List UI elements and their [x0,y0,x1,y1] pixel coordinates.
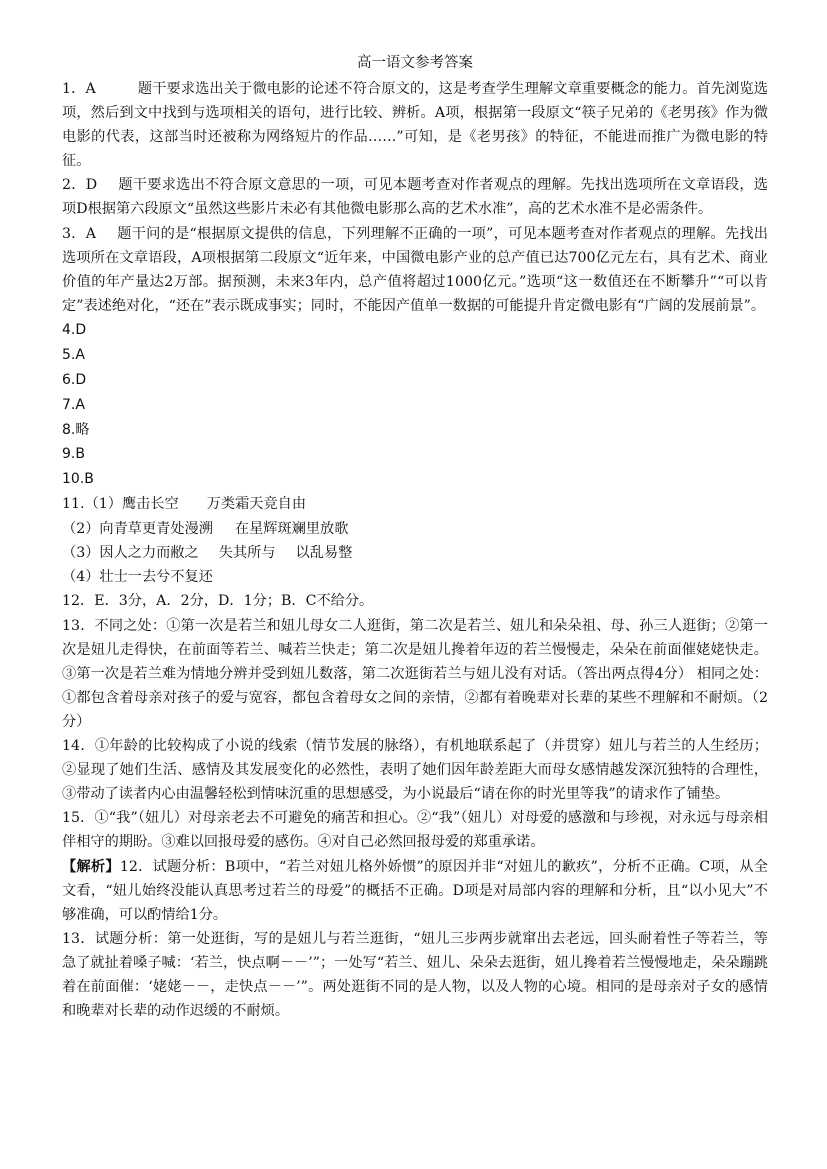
answer-11-line-1-part-b: 万类霜天竞自由 [206,496,307,513]
answer-11-line-1-part-a: 鹰击长空 [121,496,179,513]
answer-11-line-3 [62,541,768,565]
analysis-13: 13．试题分析：第一处逛街，写的是妞儿与若兰逛街，“妞儿三步两步就窜出去老远，回头耐着性子等若兰，等急了就扯着嗓子喊：‘若兰，快点啊－－’”；一处写“若兰、妞儿、朵朵去逛街，妞儿搀着若兰慢慢地走，朵朵蹦跳着在前面催：‘姥姥－－，走快点－－’”。两处逛街不同的是人物，以及人物的心境。相同的是母亲对子女的感情和晚辈对长辈的动作迟缓的不耐烦。 [62,930,768,1020]
answer-2-number: 2．D [62,177,98,194]
short-answer: 9.B [62,446,85,463]
answer-11-line-4-number: （4） [62,569,100,586]
answer-sheet [62,52,768,1023]
analysis-12 [62,855,768,927]
answer-2 [62,173,768,221]
answer-11-line-4 [62,565,768,589]
answer-3-number: 3．A [62,225,96,242]
short-answer: 10.B [62,471,94,488]
answer-3 [62,222,768,318]
answer-13: 13．不同之处：①第一次是若兰和妞儿母女二人逛街，第二次是若兰、妞儿和朵朵祖、母、孙三人逛街；②第一次是妞儿走得快，在前面等若兰、喊若兰快走；第二次是妞儿搀着年迈的若兰慢慢走，朵朵在前面催姥姥快走。③第一次是若兰难为情地分辨并受到妞儿数落，第二次逛街若兰与妞儿没有对话。（答出两点得4分） 相同之处：①都包含着母亲对孩子的爱与宽容，都包含着母女之间的亲情，②都有着晚辈对长辈的某些不理解和不耐烦。（2分） [62,617,768,730]
answer-11-line-3-part-a: 因人之力而敝之 [99,544,199,561]
answer-11-line-4-part-a: 壮士一去兮不复还 [99,569,213,586]
answer-11-line-1-number: 11.（1） [62,496,122,513]
answer-2-text: 题干要求选出不符合原文意思的一项，可见本题考查对作者观点的理解。先找出选项所在文章语段，选项D根据第六段原文“虽然这些影片未必有其他微电影那么高的艺术水准”，高的艺术水准不是必需条件。 [62,177,768,218]
answer-11-line-3-part-c: 以乱易整 [295,544,353,561]
answer-12: 12．E．3分，A．2分，D．1分；B．C不给分。 [62,593,374,610]
short-answer: 6.D [62,371,87,388]
analysis-tag: 【解析】 [62,858,120,875]
answer-11-line-3-part-b: 失其所与 [218,544,276,561]
answer-1-number: 1．A [62,81,96,97]
answer-11-line-2-part-b: 在星辉斑斓里放歌 [234,520,349,537]
page-title: 高一语文参考答案 [357,55,473,71]
answer-11-line-2-number: （2） [62,520,100,537]
answer-11 [62,492,768,589]
answer-11-line-2-part-a: 向青草更青处漫溯 [99,520,213,537]
answer-1-text: 题干要求选出关于微电影的论述不符合原文的，这是考查学生理解文章重要概念的能力。首先浏览选项，然后到文中找到与选项相关的语句，进行比较、辨析。A项，根据第一段原文“筷子兄弟的《老男孩》作为微电影的代表，这部当时还被称为网络短片的作品……”可知，是《老男孩》的特征，不能进而推广为微电影的特征。 [62,81,768,170]
short-answer: 8.略 [62,421,90,438]
answer-11-line-1 [62,492,768,516]
answer-11-line-3-number: （3） [62,544,100,561]
short-answer: 7.A [62,396,85,413]
answer-15: 15．①“我”（妞儿）对母亲老去不可避免的痛苦和担心。②“我”（妞儿）对母爱的感激和与珍视，对永远与母亲相伴相守的期盼。③难以回报母爱的感伤。④对自己必然回报母爱的郑重承诺。 [62,810,768,851]
answer-1 [62,77,768,173]
answer-3-text: 题干问的是“根据原文提供的信息，下列理解不正确的一项”，可见本题考查对作者观点的理解。先找出选项所在文章语段，A项根据第二段原文“近年来，中国微电影产业的总产值已达700亿元左右，具有艺术、商业价值的年产量达2万部。据预测，未来3年内，总产值将超过1000亿元。”选项“这一数值还在不断攀升”“可以肯定”表述绝对化，“还在”表示既成事实；同时，不能因产值单一数据的可能提升肯定微电影有“广阔的发展前景”。 [62,225,768,314]
short-answer: 5.A [62,346,85,363]
short-answer-list [62,318,768,492]
answer-14: 14．①年龄的比较构成了小说的线索（情节发展的脉络），有机地联系起了（并贯穿）妞儿与若兰的人生经历；②显现了她们生活、感情及其发展变化的必然性，表明了她们因年龄差距大而母女感情越发深沉独特的合理性，③带动了读者内心由温馨轻松到情味沉重的思想感受，为小说最后“请在你的时光里等我”的请求作了铺垫。 [62,738,768,803]
short-answer: 4.D [62,321,87,338]
analysis-12-text: 12．试题分析：B项中，“若兰对妞儿格外娇惯”的原因并非“对妞儿的歉疚”，分析不正确。C项，从全文看，“妞儿始终没能认真思考过若兰的母爱”的概括不正确。D项是对局部内容的理解和分析，且“以小见大”不够准确，可以酌情给1分。 [62,858,768,923]
answer-11-line-2 [62,517,768,541]
